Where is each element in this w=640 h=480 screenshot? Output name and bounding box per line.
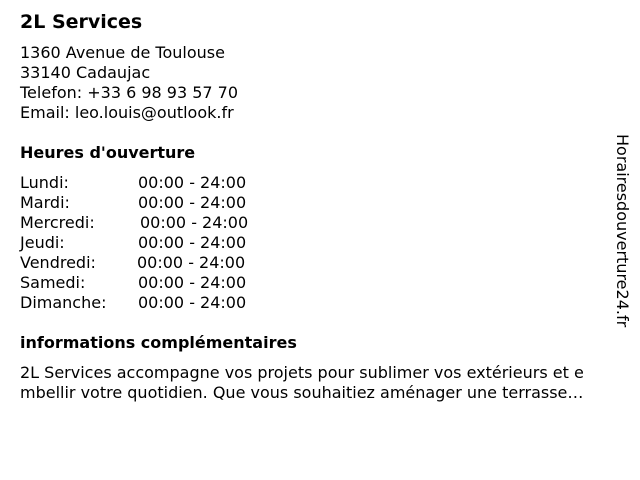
opening-hours-title: Heures d'ouverture — [20, 143, 196, 162]
hours-row — [20, 193, 632, 213]
phone-number: Telefon: +33 6 98 93 57 70 — [20, 83, 239, 102]
hours-row — [20, 233, 632, 253]
description-line: mbellir votre quotidien. Que vous souhaitiez aménager une terrasse… — [20, 383, 584, 402]
hours-day: Vendredi: — [20, 253, 96, 272]
hours-day: Jeudi: — [20, 233, 65, 252]
hours-time: 00:00 - 24:00 — [138, 233, 247, 252]
hours-row — [20, 213, 632, 233]
hours-time: 00:00 - 24:00 — [140, 213, 249, 232]
hours-row — [20, 253, 632, 273]
hours-time: 00:00 - 24:00 — [138, 273, 247, 292]
address-street: 1360 Avenue de Toulouse — [20, 43, 225, 62]
hours-day: Dimanche: — [20, 293, 107, 312]
hours-time: 00:00 - 24:00 — [137, 253, 246, 272]
business-card — [20, 10, 632, 403]
hours-row — [20, 293, 632, 313]
hours-day: Lundi: — [20, 173, 69, 192]
site-watermark: Horairesdouverture24.fr — [613, 134, 632, 328]
business-name: 2L Services — [20, 11, 143, 33]
hours-day: Mercredi: — [20, 213, 95, 232]
description-line: 2L Services accompagne vos projets pour sublimer vos extérieurs et e — [20, 363, 584, 382]
additional-info-text — [20, 363, 632, 403]
address-city: 33140 Cadaujac — [20, 63, 151, 82]
hours-time: 00:00 - 24:00 — [138, 193, 247, 212]
hours-day: Mardi: — [20, 193, 70, 212]
hours-row — [20, 273, 632, 293]
additional-info-title: informations complémentaires — [20, 333, 297, 352]
hours-row — [20, 173, 632, 193]
hours-time: 00:00 - 24:00 — [138, 173, 247, 192]
opening-hours-list — [20, 173, 632, 313]
hours-time: 00:00 - 24:00 — [138, 293, 247, 312]
email-address: Email: leo.louis@outlook.fr — [20, 103, 234, 122]
hours-day: Samedi: — [20, 273, 86, 292]
